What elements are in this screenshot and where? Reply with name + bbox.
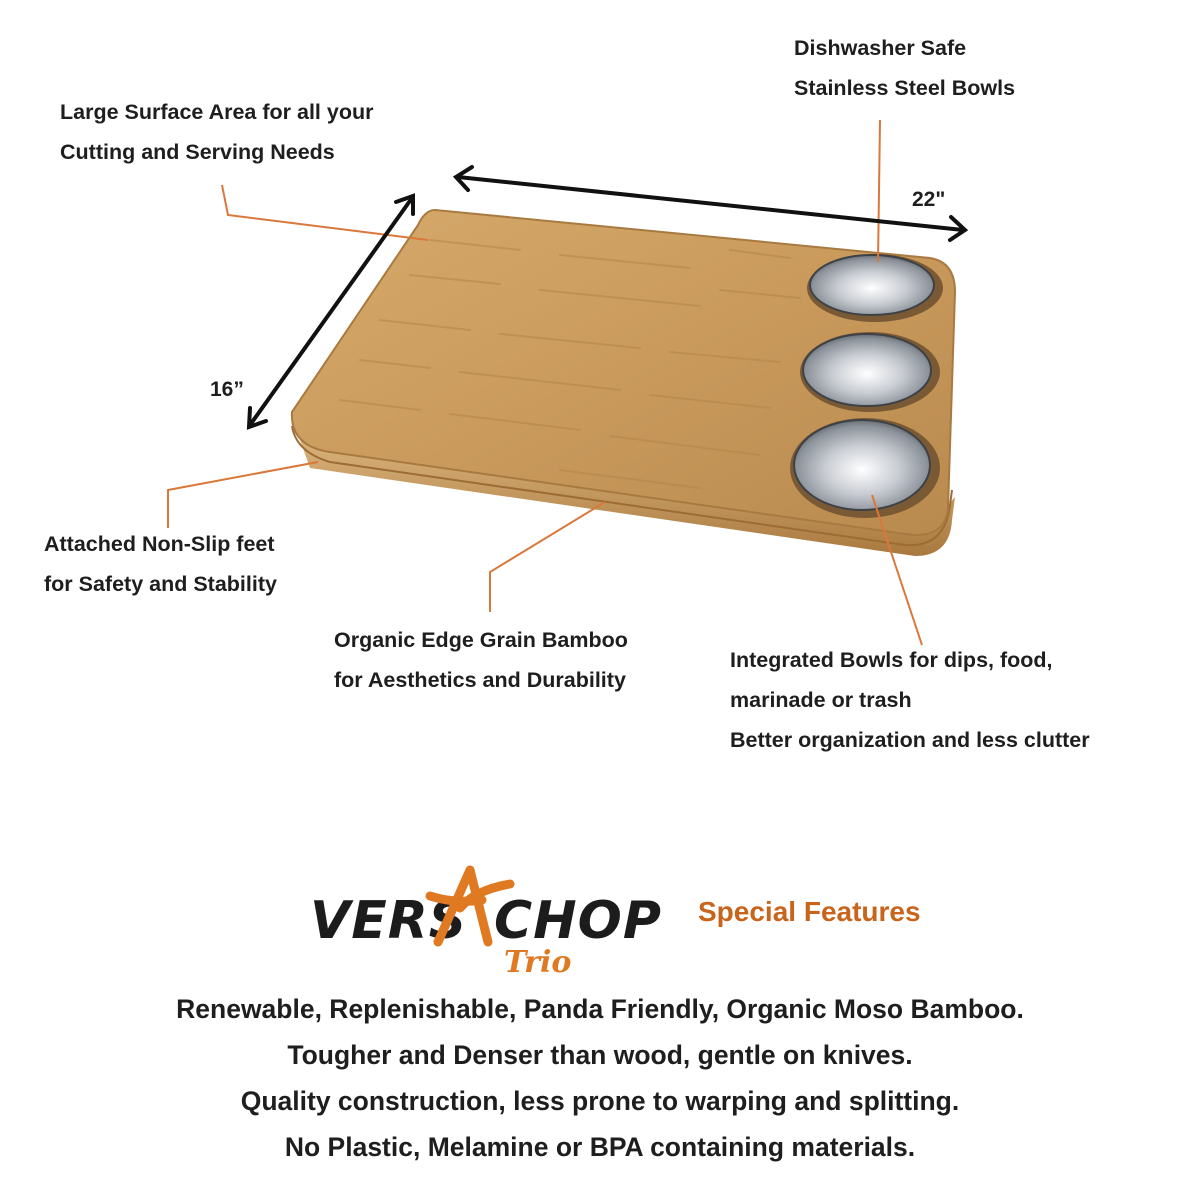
svg-text:VERS: VERS [310, 891, 468, 951]
special-features-title: Special Features [698, 896, 921, 927]
callout-edge-grain-bamboo [334, 620, 628, 700]
feature-line: Renewable, Replenishable, Panda Friendly, Organic Moso Bamboo. [176, 994, 1024, 1024]
callout-line: Dishwasher Safe [794, 36, 967, 60]
callout-line: for Safety and Stability [44, 572, 277, 596]
feature-line: No Plastic, Melamine or BPA containing materials. [284, 1132, 916, 1162]
callout-line: Cutting and Serving Needs [60, 140, 335, 164]
callout-surface-area [60, 92, 373, 172]
callout-line: Large Surface Area for all your [60, 100, 374, 124]
callout-line: Attached Non-Slip feet [44, 532, 275, 556]
callout-dishwasher-safe [794, 28, 1015, 108]
callout-line: for Aesthetics and Durability [334, 668, 626, 692]
callout-line: Integrated Bowls for dips, food, [730, 648, 1053, 672]
feature-line: Tougher and Denser than wood, gentle on knives. [287, 1040, 913, 1070]
stainless-bowl-medium [803, 334, 931, 406]
svg-text:Trio: Trio [504, 945, 572, 980]
feature-list [0, 986, 1200, 1170]
callout-line: Stainless Steel Bowls [794, 76, 1016, 100]
callout-line: Organic Edge Grain Bamboo [334, 628, 628, 652]
feature-line: Quality construction, less prone to warping and splitting. [240, 1086, 960, 1116]
stainless-bowl-small [810, 255, 934, 315]
width-label: 16” [210, 378, 244, 401]
callout-non-slip-feet [44, 524, 277, 604]
callout-line: marinade or trash [730, 688, 912, 712]
callout-integrated-bowls [730, 640, 1090, 760]
svg-text:CHOP: CHOP [494, 891, 662, 951]
stainless-bowl-large [794, 420, 930, 510]
versachop-logo [310, 860, 670, 980]
length-label: 22" [912, 188, 946, 211]
callout-line: Better organization and less clutter [730, 728, 1090, 752]
